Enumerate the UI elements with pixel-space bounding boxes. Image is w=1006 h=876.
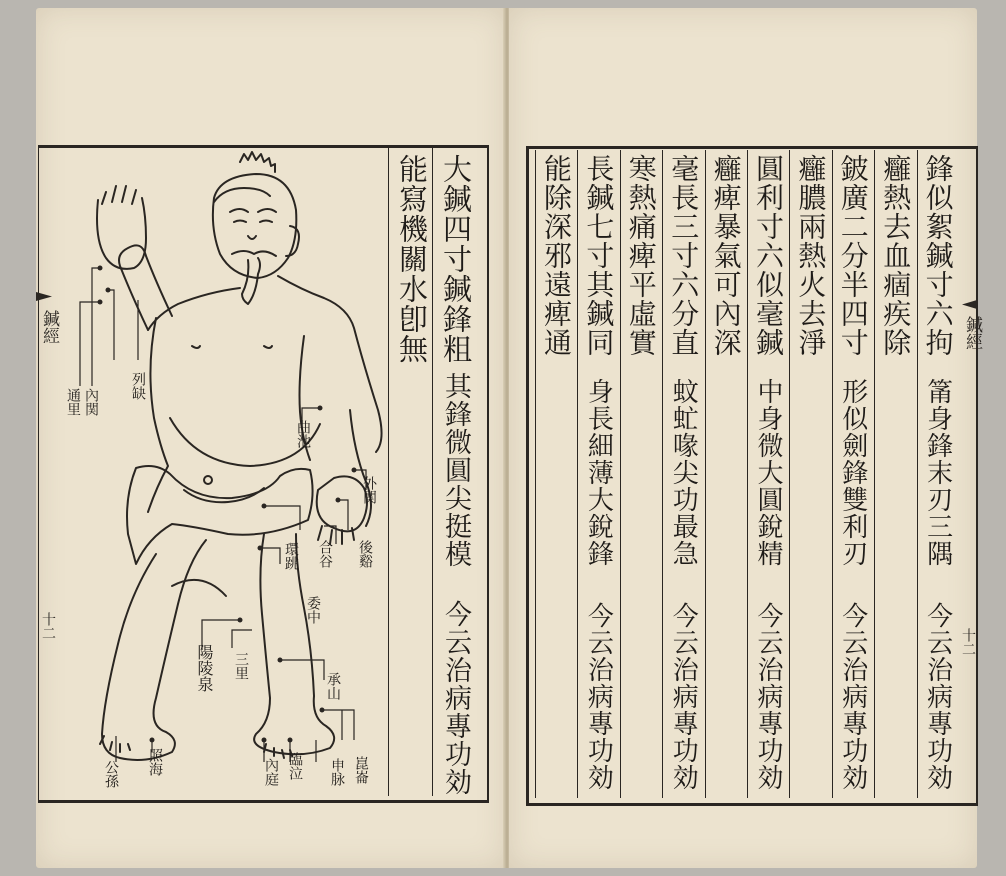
point-label-tongli: 通里 [65,388,81,416]
right-column-7-note: 蚊虻喙尖功最急 [668,378,699,567]
point-label-huantiao: 環跳 [283,542,299,570]
point-label-linqi: 臨泣 [287,752,303,780]
right-column-4-main: 癰膿兩熱火去淨 [794,154,828,357]
verse-col1-footer: 今云治病專功効 [440,600,471,796]
point-label-lieque: 列缺 [130,372,146,400]
right-column-6-main: 癰痺暴氣可內深 [709,154,743,357]
right-column-9-note: 身長細薄大銳鋒 [583,378,614,567]
right-column-5-footer: 今云治病專功効 [753,602,783,791]
right-column-divider [662,150,663,798]
right-column-8-main: 寒熱痛痺平虛實 [624,154,658,357]
right-column-5-main: 圓利寸六似毫鍼 [752,154,785,357]
point-label-neiting: 內庭 [263,758,279,786]
right-column-divider [620,150,621,798]
left-divider-1 [388,148,389,796]
point-label-yanglingquan: 陽陵泉 [195,644,214,692]
point-label-neiguan: 內関 [83,388,99,416]
right-column-divider [747,150,748,798]
point-label-waiguan: 外関 [361,476,377,504]
point-label-weizhong: 委中 [305,596,321,624]
right-column-3-note: 形似劍鋒雙利刃 [837,378,868,567]
right-column-divider [832,150,833,798]
point-label-gongsun: 公孫 [103,760,119,788]
verse-col1-main: 大鍼四寸鍼鋒粗 [439,154,473,364]
right-column-9-footer: 今云治病專功効 [583,602,614,791]
point-label-shenmai: 申脉 [329,758,345,786]
point-label-chengshan: 承山 [325,672,341,700]
right-column-2-main: 癰熱去血痼疾除 [879,154,913,357]
verse-col1-note: 其鋒微圓尖挺模 [440,372,471,568]
point-label-houxi: 後谿 [357,540,373,568]
right-column-1-main: 鋒似絮鍼寸六拘 [921,154,955,357]
right-column-1-note: 筩身鋒末刃三隅 [922,378,953,567]
right-column-divider [705,150,706,798]
right-column-divider [577,150,578,798]
left-fold-title: 鍼經 [39,310,59,344]
right-column-7-main: 毫長三寸六分直 [667,154,701,357]
left-divider-2 [432,148,433,796]
right-column-divider [789,150,790,798]
right-column-divider [917,150,918,798]
verse-col2-main: 能寫機關水卽無 [395,154,429,364]
right-column-3-footer: 今云治病專功効 [837,602,868,791]
left-fold-number: 十二 [40,612,56,640]
point-label-hegu: 合谷 [317,540,333,568]
point-label-quchi: 曲池 [295,420,311,448]
right-column-3-main: 鈹廣二分半四寸 [836,154,870,357]
point-label-kunlun: 崑崙 [353,756,369,784]
right-fold-title: 鍼經 [962,316,982,350]
right-column-5-note: 中身微大圓銳精 [753,378,783,567]
right-column-10-main: 能除深邪遠痺通 [540,154,573,357]
right-column-divider [535,150,536,798]
right-column-1-footer: 今云治病專功効 [922,602,953,791]
point-label-zhaohai: 照海 [147,748,163,776]
right-column-9-main: 長鍼七寸其鍼同 [582,154,616,357]
right-fold-number: 十二 [960,628,976,656]
right-column-divider [874,150,875,798]
point-label-sanli: 三里 [233,652,249,680]
right-column-7-footer: 今云治病專功効 [668,602,699,791]
